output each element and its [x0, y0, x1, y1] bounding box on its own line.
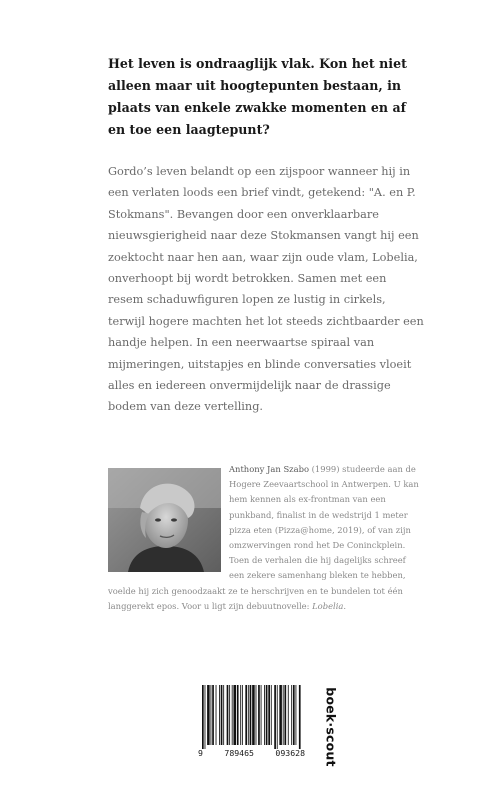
barcode-bar [216, 685, 217, 745]
barcode-bar [237, 685, 239, 745]
publisher-logo [321, 688, 341, 766]
barcode-bar [283, 685, 284, 745]
barcode-bar [245, 685, 247, 745]
barcode-bar [229, 685, 230, 745]
isbn-digit-group: 789465 [224, 748, 254, 758]
barcode-bar [279, 685, 282, 745]
barcode-bar [293, 685, 295, 745]
photo-spacer [108, 462, 229, 580]
barcode-bar [233, 685, 236, 745]
barcode-bar [268, 685, 270, 745]
barcode-bar [227, 685, 229, 745]
publisher-logo-text: boek·scout [323, 687, 339, 767]
synopsis: Gordo’s leven belandt op een zijspoor wanneer hij in een verlaten loods een brief vindt, getekend: "A. en P. Stokmans". Bevangen door een onverklaarbare nieuwsgierigheid naar deze Stokmansen vangt hij een zoektocht naar hen aan, waar zijn oude vlam, Lobelia, onverhoopt bij wordt betrokken. Samen met een resem schaduwfiguren lopen ze lustig in cirkels, terwijl hogere machten het lot steeds zichtbaarder een handje helpen. In een neerwaartse spiraal van mijmeringen, uitstapjes en blinde conversaties vloeit alles en iedereen onvermijdelijk naar de drassige bodem van deze vertelling. [108, 165, 424, 414]
barcode-bar [291, 685, 292, 745]
barcode-bar [264, 685, 265, 745]
barcode-bar [266, 685, 268, 745]
barcode-bar [242, 685, 243, 745]
barcode-bar [219, 685, 220, 745]
barcode-bar [258, 685, 260, 745]
isbn-digit-group: 093628 [275, 748, 305, 758]
barcode-bar [261, 685, 262, 745]
barcode-bar [288, 685, 289, 745]
isbn-digit-group: 9 [198, 748, 203, 758]
bio-ending: . [343, 600, 347, 611]
barcode-bar [250, 685, 252, 745]
barcode-bar [284, 685, 286, 745]
author-bio [108, 462, 420, 614]
barcode-bar [252, 685, 255, 745]
bio-text: (1999) studeerde aan de Hogere Zeevaartschool in Antwerpen. U kan hem kennen als ex-frontman van een punkband, finalist in de wedstrijd 1 meter pizza eten (Pizza@home, 2019), of van zijn omzwervingen rond het De Coninckplein. Toen de verhalen die hij dagelijks schreef een zekere samenhang bleken te hebben, voelde hij zich genoodzaakt ze te herschrijven en te bundelen tot één langgerekt epos. Voor u ligt zijn debuutnovelle: [108, 464, 419, 611]
barcode-bar [207, 685, 210, 745]
barcode-bar [248, 685, 249, 745]
author-name: Anthony Jan Szabo [229, 464, 309, 474]
barcode-bar [212, 685, 214, 745]
book-title: Lobelia [312, 600, 344, 611]
barcode-bar [274, 685, 276, 749]
barcode-bar [202, 685, 204, 749]
barcode-bar [271, 685, 272, 745]
barcode-bar [221, 685, 223, 745]
barcode-bar [223, 685, 224, 745]
barcode-bar [232, 685, 233, 745]
barcode-bar [211, 685, 212, 745]
barcode-bar [205, 685, 206, 749]
barcode-bar [256, 685, 257, 745]
barcode-bar [240, 685, 241, 745]
isbn-number [196, 748, 307, 758]
intro-tagline: Het leven is ondraaglijk vlak. Kon het niet alleen maar uit hoogtepunten bestaan, in plaats van enkele zwakke momenten en af en toe een laagtepunt? [108, 56, 407, 137]
barcode-bar [296, 685, 297, 745]
barcode-bar [299, 685, 301, 749]
barcode-bar [277, 685, 278, 749]
